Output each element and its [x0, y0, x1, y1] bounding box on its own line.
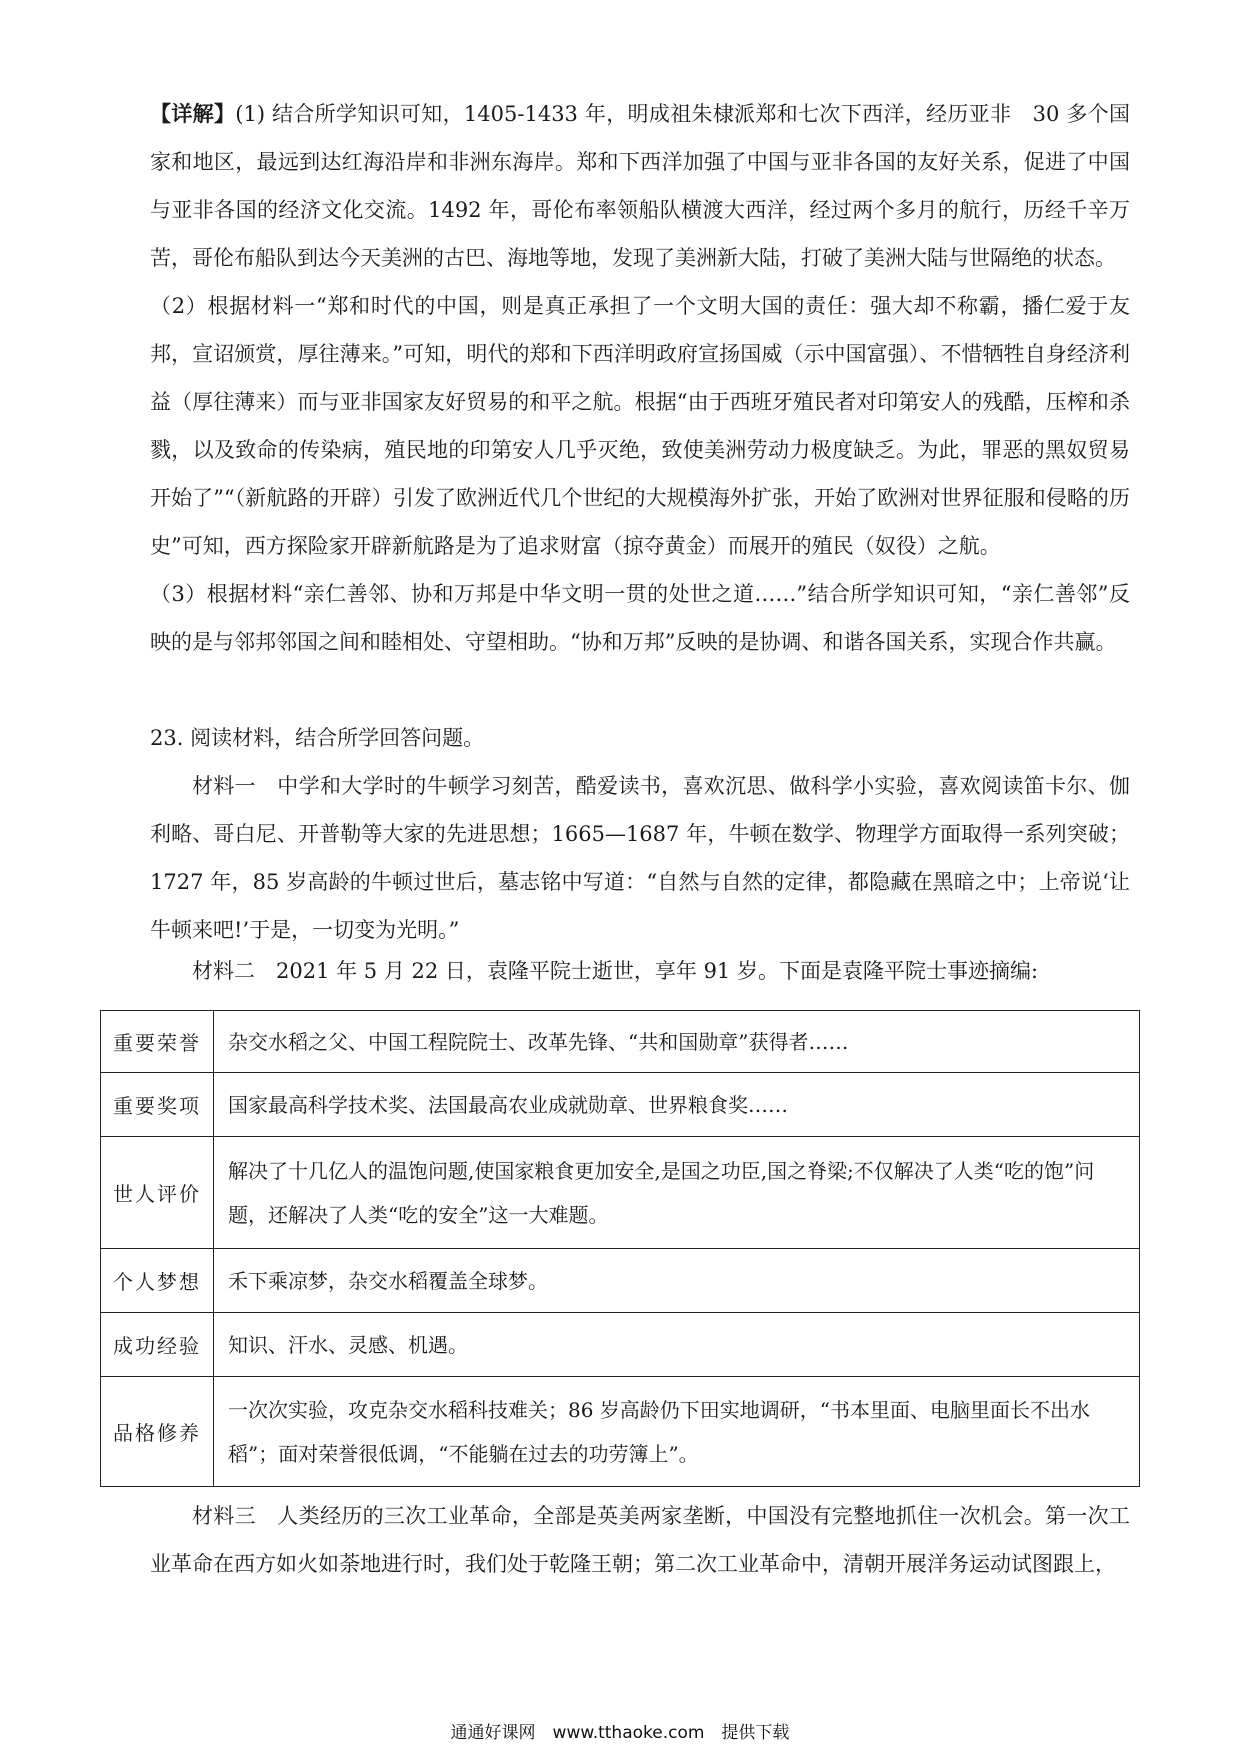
detail-text-1: (1) 结合所学知识可知，1405-1433 年，明成祖朱棣派郑和七次下西洋，经历亚非 30 多个国家和地区，最远到达红海沿岸和非洲东海岸。郑和下西洋加强了中国与亚非各国的友好关系，促进了中国与亚非各国的经济文化交流。1492 年，哥伦布率领船队横渡大西洋，经过两个多月的航行，历经千辛万苦，哥伦布船队到达今天美洲的古巴、海地等地，发现了美洲新大陆，打破了美洲大陆与世隔绝的状态。: [150, 102, 1131, 270]
material-2-intro: 材料二 2021 年 5 月 22 日，袁隆平院士逝世，享年 91 岁。下面是袁隆平院士事迹摘编:: [192, 959, 1039, 983]
row-content: 禾下乘凉梦，杂交水稻覆盖全球梦。: [214, 1249, 1140, 1313]
table-row: [101, 1249, 1140, 1313]
page-footer: 通通好课网 www.tthaoke.com 提供下载: [450, 1723, 790, 1743]
row-content: 知识、汗水、灵感、机遇。: [214, 1313, 1140, 1377]
material-3: 材料三 人类经历的三次工业革命，全部是英美两家垄断，中国没有完整地抓住一次机会。第一次工业革命在西方如火如荼地进行时，我们处于乾隆王朝；第二次工业革命中，清朝开展洋务运动试图跟上，: [150, 1504, 1130, 1576]
question-title: 23. 阅读材料，结合所学回答问题。: [150, 726, 485, 750]
row-label: 世人评价: [101, 1137, 214, 1249]
row-content: 解决了十几亿人的温饱问题,使国家粮食更加安全,是国之功臣,国之脊梁;不仅解决了人类“吃的饱”问题，还解决了人类“吃的安全”这一大难题。: [214, 1137, 1140, 1249]
table-row: [101, 1377, 1140, 1487]
table-row: [101, 1137, 1140, 1249]
achievements-table: [100, 1010, 1140, 1487]
material-1: 材料一 中学和大学时的牛顿学习刻苦，酷爱读书，喜欢沉思、做科学小实验，喜欢阅读笛卡尔、伽利略、哥白尼、开普勒等大家的先进思想；1665—1687 年，牛顿在数学、物理学方面取得一系列突破；1727 年，85 岁高龄的牛顿过世后，墓志铭中写道：“自然与自然的定律，都隐藏在黑暗之中；上帝说‘让牛顿来吧!’于是，一切变为光明。”: [150, 774, 1130, 942]
table-row: [101, 1313, 1140, 1377]
row-label: 成功经验: [101, 1313, 214, 1377]
row-label: 重要奖项: [101, 1073, 214, 1137]
table-row: [101, 1073, 1140, 1137]
detail-paragraph-1: [150, 90, 1130, 282]
row-label: 个人梦想: [101, 1249, 214, 1313]
detail-paragraph-2: （2）根据材料一“郑和时代的中国，则是真正承担了一个文明大国的责任：强大却不称霸，播仁爱于友邦，宣诏颁赏，厚往薄来。”可知，明代的郑和下西洋明政府宣扬国威（示中国富强）、不惜牺牲自身经济利益（厚往薄来）而与亚非国家友好贸易的和平之航。根据“由于西班牙殖民者对印第安人的残酷，压榨和杀戮，以及致命的传染病，殖民地的印第安人几乎灭绝，致使美洲劳动力极度缺乏。为此，罪恶的黑奴贸易开始了”“（新航路的开辟）引发了欧洲近代几个世纪的大规模海外扩张，开始了欧洲对世界征服和侵略的历史”可知，西方探险家开辟新航路是为了追求财富（掠夺黄金）而展开的殖民（奴役）之航。: [150, 294, 1130, 558]
detail-paragraph-3: （3）根据材料“亲仁善邻、协和万邦是中华文明一贯的处世之道……”结合所学知识可知，“亲仁善邻”反映的是与邻邦邻国之间和睦相处、守望相助。“协和万邦”反映的是协调、和谐各国关系，实现合作共赢。: [150, 582, 1130, 654]
row-content: 杂交水稻之父、中国工程院院士、改革先锋、“共和国勋章”获得者……: [214, 1011, 1140, 1073]
row-content: 国家最高科学技术奖、法国最高农业成就勋章、世界粮食奖……: [214, 1073, 1140, 1137]
row-content: 一次次实验，攻克杂交水稻科技难关；86 岁高龄仍下田实地调研，“书本里面、电脑里面长不出水稻”；面对荣誉很低调，“不能躺在过去的功劳簿上”。: [214, 1377, 1140, 1487]
row-label: 品格修养: [101, 1377, 214, 1487]
table-row: [101, 1011, 1140, 1073]
row-label: 重要荣誉: [101, 1011, 214, 1073]
detail-tag: 【详解】: [150, 101, 236, 126]
